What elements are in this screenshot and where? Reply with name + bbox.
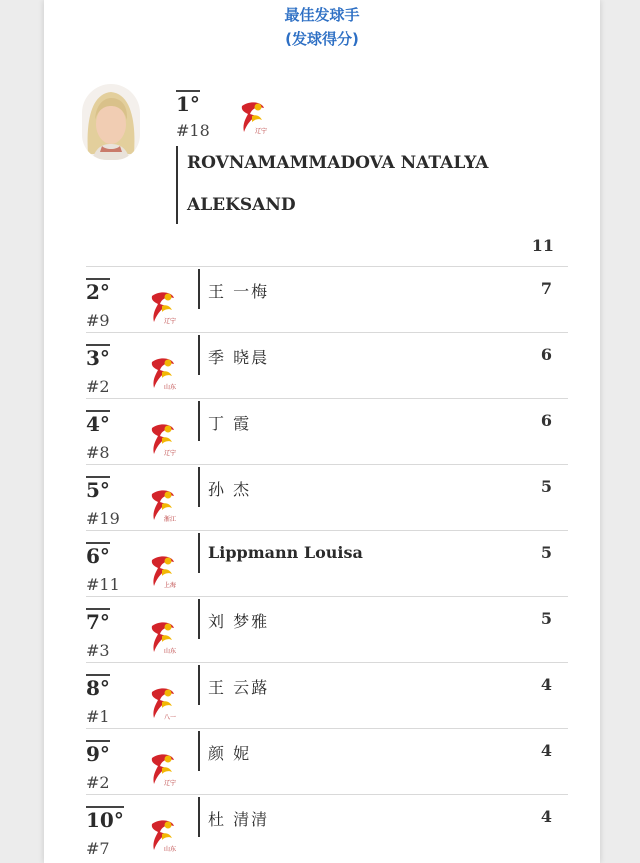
divider-line: [198, 797, 200, 837]
row-separator: [86, 596, 568, 597]
team-logo-icon: [148, 422, 178, 456]
row-separator: [86, 794, 568, 795]
player-name: 杜 清清: [208, 810, 270, 829]
page-title: 最佳发球手: [284, 6, 360, 24]
divider-line: [198, 269, 200, 309]
logo-caption: 辽宁: [164, 780, 177, 786]
divider-line: [198, 467, 200, 507]
row-separator: [86, 464, 568, 465]
rank-label: 4°: [86, 412, 110, 436]
row-separator: [86, 266, 568, 267]
player-avatar: [82, 84, 140, 160]
row-separator: [86, 332, 568, 333]
team-logo-icon: [238, 100, 268, 134]
divider-line: [198, 401, 200, 441]
score-value: 5: [540, 609, 552, 628]
player-name: 季 晓晨: [208, 348, 270, 367]
team-logo-icon: [148, 818, 178, 852]
rank-label: 1°: [176, 92, 200, 116]
rank-label: 3°: [86, 346, 110, 370]
team-logo-icon: [148, 554, 178, 588]
rank-label: 6°: [86, 544, 110, 568]
logo-caption: 山东: [164, 648, 177, 654]
player-name-line1: ROVNAMAMMADOVA NATALYA: [187, 153, 489, 173]
page-subtitle: (发球得分): [285, 30, 359, 48]
player-name: 王 云蕗: [208, 678, 270, 697]
rank-label: 10°: [86, 808, 124, 832]
divider-line: [198, 335, 200, 375]
score-value: 4: [540, 807, 552, 826]
team-logo-icon: [148, 752, 178, 786]
logo-caption: 辽宁: [255, 128, 268, 134]
team-logo-icon: [148, 290, 178, 324]
score-value: 6: [540, 345, 552, 364]
row-separator: [86, 662, 568, 663]
row-separator: [86, 728, 568, 729]
player-name: 丁 霞: [208, 414, 252, 433]
logo-caption: 上海: [164, 582, 177, 588]
logo-caption: 辽宁: [164, 450, 177, 456]
player-name: 颜 妮: [208, 744, 252, 763]
divider-line: [198, 599, 200, 639]
score-value: 11: [531, 236, 554, 255]
logo-caption: 山东: [164, 384, 177, 390]
score-value: 4: [540, 741, 552, 760]
score-value: 5: [540, 477, 552, 496]
player-name: 王 一梅: [208, 282, 270, 301]
player-name-line2: ALEKSAND: [187, 195, 296, 215]
divider-line: [198, 731, 200, 771]
player-name: 刘 梦雅: [208, 612, 270, 631]
score-value: 5: [540, 543, 552, 562]
score-value: 6: [540, 411, 552, 430]
team-logo-icon: [148, 356, 178, 390]
jersey-number: #18: [176, 121, 210, 140]
jersey-number: #2: [86, 773, 110, 792]
divider-line: [198, 533, 200, 573]
rank-label: 7°: [86, 610, 110, 634]
rank-label: 8°: [86, 676, 110, 700]
team-logo-icon: [148, 620, 178, 654]
divider-line: [176, 146, 178, 224]
score-value: 4: [540, 675, 552, 694]
team-logo-icon: [148, 686, 178, 720]
jersey-number: #3: [86, 641, 110, 660]
player-name: 孙 杰: [208, 480, 252, 499]
logo-caption: 八一: [164, 714, 177, 720]
ranking-card: [44, 0, 600, 863]
jersey-number: #9: [86, 311, 110, 330]
rank-label: 2°: [86, 280, 110, 304]
jersey-number: #19: [86, 509, 120, 528]
jersey-number: #8: [86, 443, 110, 462]
score-value: 7: [540, 279, 552, 298]
jersey-number: #11: [86, 575, 120, 594]
logo-caption: 浙江: [164, 516, 177, 522]
row-separator: [86, 530, 568, 531]
player-name: Lippmann Louisa: [208, 543, 363, 562]
logo-caption: 山东: [164, 846, 177, 852]
team-logo-icon: [148, 488, 178, 522]
row-separator: [86, 398, 568, 399]
logo-caption: 辽宁: [164, 318, 177, 324]
divider-line: [198, 665, 200, 705]
jersey-number: #7: [86, 839, 110, 858]
jersey-number: #2: [86, 377, 110, 396]
rank-label: 5°: [86, 478, 110, 502]
rank-label: 9°: [86, 742, 110, 766]
jersey-number: #1: [86, 707, 110, 726]
